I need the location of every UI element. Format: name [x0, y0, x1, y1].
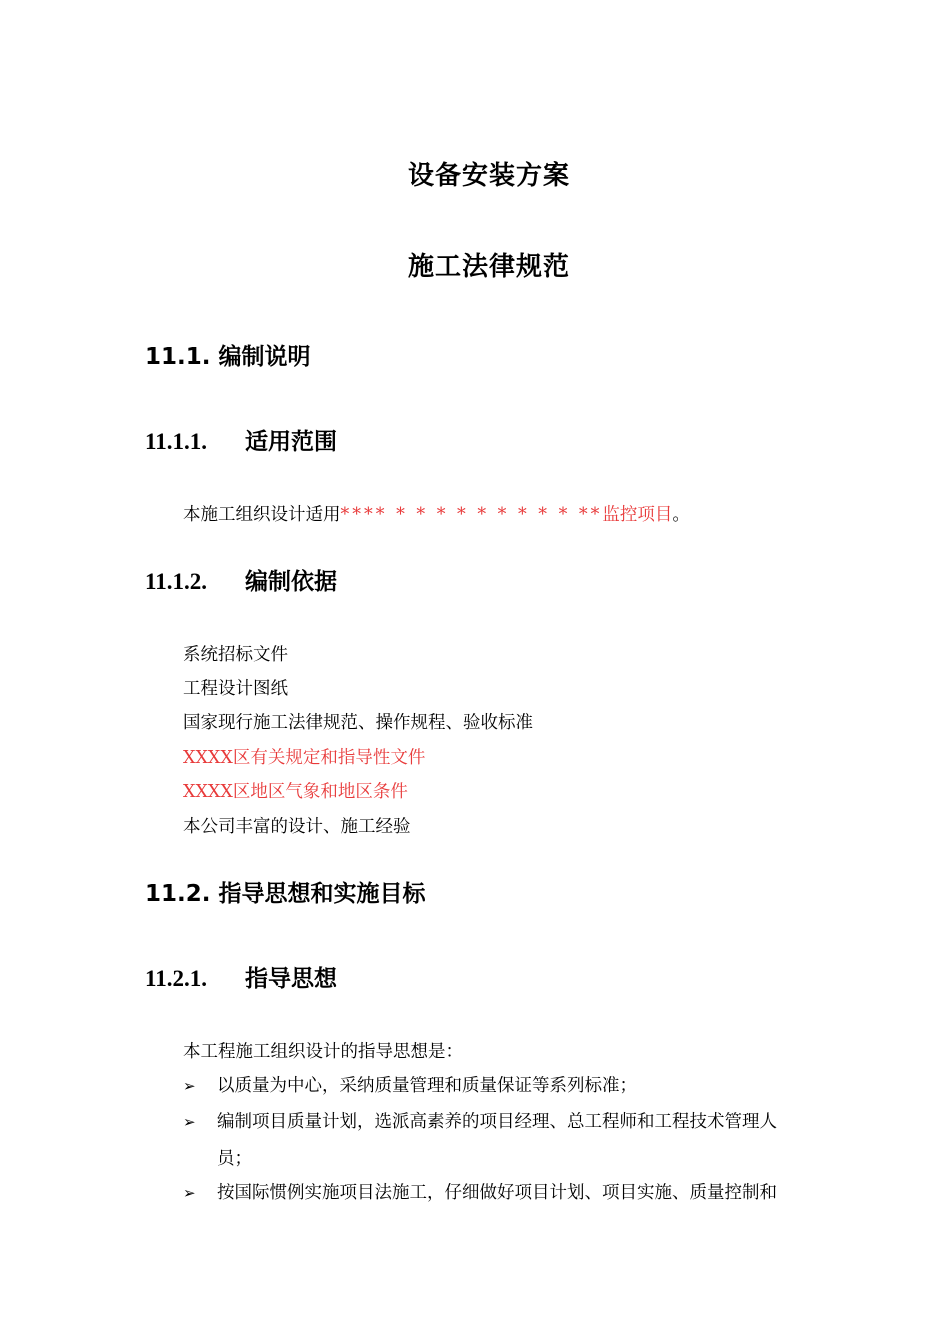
basis-item: 国家现行施工法律规范、操作规程、验收标准: [183, 713, 533, 733]
subsection-number: 11.1.2.: [145, 569, 207, 594]
arrow-bullet-icon: ➢: [183, 1077, 196, 1095]
basis-item: 系统招标文件: [183, 645, 288, 665]
document-subtitle: 施工法律规范: [407, 252, 570, 282]
bullet-text-continuation: 员；: [217, 1149, 252, 1169]
subsection-heading-11-1-2: [145, 567, 337, 597]
basis-item-highlighted: XXXX区有关规定和指导性文件: [183, 748, 426, 768]
subsection-heading-11-2-1: [145, 964, 337, 994]
arrow-bullet-icon: ➢: [183, 1113, 196, 1131]
scope-paragraph: [183, 503, 690, 527]
section-number: 11.2.: [145, 881, 211, 907]
section-title: 编制说明: [218, 344, 311, 370]
arrow-bullet-icon: ➢: [183, 1184, 196, 1202]
section-number: 11.1.: [145, 344, 211, 370]
section-heading-11-1: [145, 342, 311, 372]
basis-item: 本公司丰富的设计、施工经验: [183, 817, 411, 837]
bullet-text: 以质量为中心，采纳质量管理和质量保证等系列标准；: [217, 1076, 637, 1096]
guiding-intro: 本工程施工组织设计的指导思想是：: [183, 1042, 463, 1062]
section-title: 指导思想和实施目标: [218, 881, 426, 907]
section-heading-11-2: [145, 879, 426, 909]
subsection-number: 11.2.1.: [145, 966, 207, 991]
subsection-heading-11-1-1: [145, 427, 337, 457]
scope-period: 。: [672, 505, 690, 525]
subsection-title: 编制依据: [245, 569, 337, 595]
subsection-number: 11.1.1.: [145, 429, 207, 454]
bullet-text: 编制项目质量计划，选派高素养的项目经理、总工程师和工程技术管理人: [217, 1112, 777, 1132]
document-title: 设备安装方案: [407, 161, 570, 191]
scope-text: 本施工组织设计适用: [183, 505, 341, 525]
basis-item-highlighted: XXXX区地区气象和地区条件: [183, 782, 408, 802]
subsection-title: 适用范围: [245, 429, 337, 455]
subsection-title: 指导思想: [245, 966, 337, 992]
scope-project-name: 监控项目: [602, 505, 673, 525]
basis-item: 工程设计图纸: [183, 679, 288, 699]
scope-placeholder-stars: **** * * * * * * * * * **: [340, 505, 603, 525]
bullet-text: 按国际惯例实施项目法施工，仔细做好项目计划、项目实施、质量控制和: [217, 1183, 777, 1203]
